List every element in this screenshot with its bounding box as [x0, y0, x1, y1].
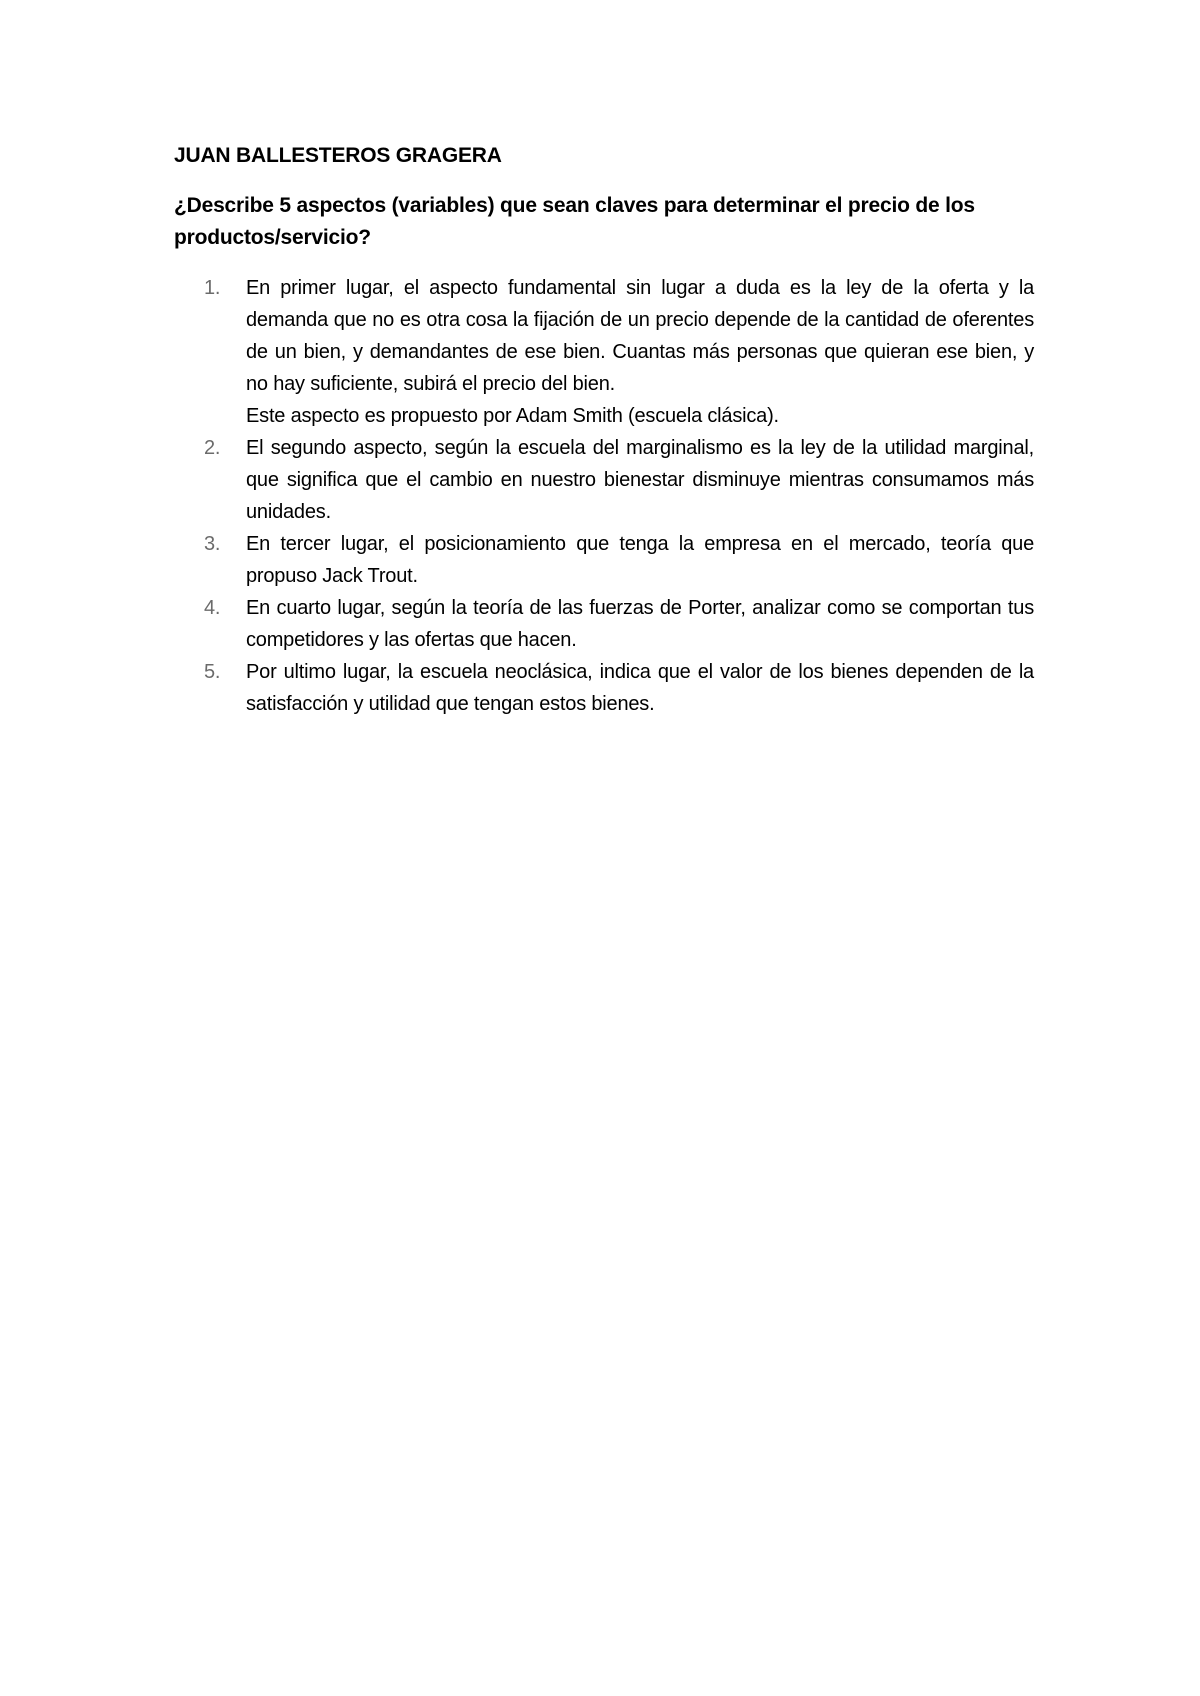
list-item-text: En cuarto lugar, según la teoría de las fuerzas de Porter, analizar como se comportan tus competidores y las ofertas que hacen.: [246, 597, 1034, 651]
list-item-number: 4.: [204, 597, 221, 619]
list-item-number: 1.: [204, 277, 221, 299]
list-item-text: Por ultimo lugar, la escuela neoclásica, indica que el valor de los bienes dependen de la satisfacción y utilidad que tengan estos bienes.: [246, 661, 1034, 715]
list-item-text: El segundo aspecto, según la escuela del marginalismo es la ley de la utilidad marginal, que significa que el cambio en nuestro bienestar disminuye mientras consumamos más unidades.: [246, 437, 1034, 523]
list-item-number: 2.: [204, 437, 221, 459]
list-item-number: 3.: [204, 533, 221, 555]
list-item-text: En primer lugar, el aspecto fundamental sin lugar a duda es la ley de la oferta y la demanda que no es otra cosa la fijación de un precio depende de la cantidad de oferentes de un bien, y demandantes de ese bien. Cuantas más personas que quieran ese bien, y no hay suficiente, subirá el precio del bien.: [246, 277, 1034, 395]
aspects-list: [174, 272, 1034, 720]
list-item: [174, 272, 1034, 432]
question-heading: ¿Describe 5 aspectos (variables) que sean claves para determinar el precio de los productos/servicio?: [174, 194, 975, 249]
list-item: [174, 432, 1034, 528]
list-item-note: Este aspecto es propuesto por Adam Smith (escuela clásica).: [246, 405, 779, 427]
list-item: [174, 656, 1034, 720]
list-item-text: En tercer lugar, el posicionamiento que tenga la empresa en el mercado, teoría que propuso Jack Trout.: [246, 533, 1034, 587]
list-item-number: 5.: [204, 661, 221, 683]
author-name: JUAN BALLESTEROS GRAGERA: [174, 144, 502, 167]
list-item: [174, 528, 1034, 592]
list-item: [174, 592, 1034, 656]
